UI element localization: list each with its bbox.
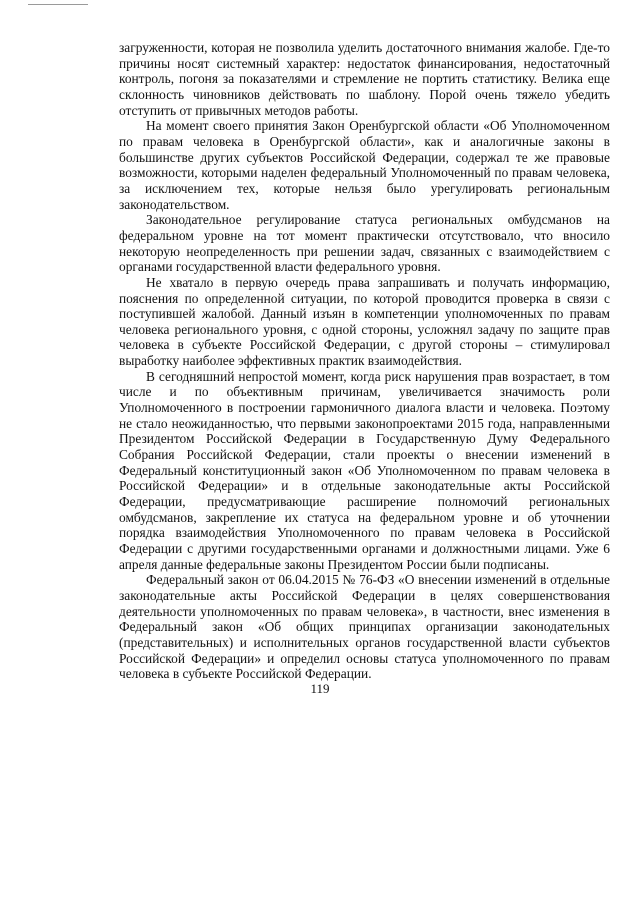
paragraph-2015-bills: В сегодняшний непростой момент, когда риск нарушения прав возрастает, в том числе и по объективным причинам, увеличивается значимость роли Уполномоченного в построении гармоничного диалога власти и человека. Поэтому не стало неожиданностью, что первыми законопроектами 2015 года, направленными Президентом Российской Федерации в Государственную Думу Федерального Собрания Российской Федерации, стали проекты о внесении изменений в Федеральный конституционный закон «Об Уполномоченном по правам человека в Российской Федерации» и в отдельные законодательные акты Российской Федерации, предусматривающие расширение полномочий региональных омбудсманов, закрепление их статуса на федеральном уровне и об уточнении порядка взаимодействия Уполномоченного по правам человека в Российской Федерации с другими государственными органами и должностными лицами. Уже 6 апреля данные федеральные законы Президентом России были подписаны. [119, 368, 610, 572]
paragraph-federal-law-76fz: Федеральный закон от 06.04.2015 № 76-ФЗ «О внесении изменений в отдельные законодательные акты Российской Федерации в целях совершенствования деятельности уполномоченных по правам человека», в частности, внес изменения в Федеральный закон «Об общих принципах организации законодательных (представительных) и исполнительных органов государственной власти субъектов Российской Федерации» и определил основы статуса уполномоченного по правам человека в субъекте Российской Федерации. [119, 572, 610, 682]
document-body [119, 40, 610, 682]
paragraph-orenburg-law: На момент своего принятия Закон Оренбургской области «Об Уполномоченном по правам человека в Оренбургской области», как и аналогичные законы в большинстве других субъектов Российской Федерации, содержал те же правовые возможности, которыми наделен федеральный Уполномоченный по правам человека, за исключением тех, которые нельзя было урегулировать региональным законодательством. [119, 118, 610, 212]
paragraph-continuation: загруженности, которая не позволила уделить достаточного внимания жалобе. Где-то причины носят системный характер: недостаток финансирования, недостаточный контроль, погоня за показателями и стремление не портить статистику. Велика еще склонность чиновников действовать по шаблону. Порой очень тяжело убедить отступить от привычных методов работы. [119, 40, 610, 118]
scan-edge-mark [28, 4, 88, 5]
page-number: 119 [310, 681, 330, 696]
paragraph-federal-regulation: Законодательное регулирование статуса региональных омбудсманов на федеральном уровне на тот момент практически отсутствовало, что вносило некоторую неопределенность при решении задач, связанных с взаимодействием с органами государственной власти федерального уровня. [119, 212, 610, 275]
paragraph-information-rights: Не хватало в первую очередь права запрашивать и получать информацию, пояснения по определенной ситуации, по которой проводится проверка в связи с поступившей жалобой. Данный изъян в компетенции уполномоченных по правам человека регионального уровня, с одной стороны, усложнял задачу по защите прав человека в субъекте Российской Федерации, с другой стороны – стимулировал выработку наиболее эффективных практик взаимодействия. [119, 274, 610, 369]
